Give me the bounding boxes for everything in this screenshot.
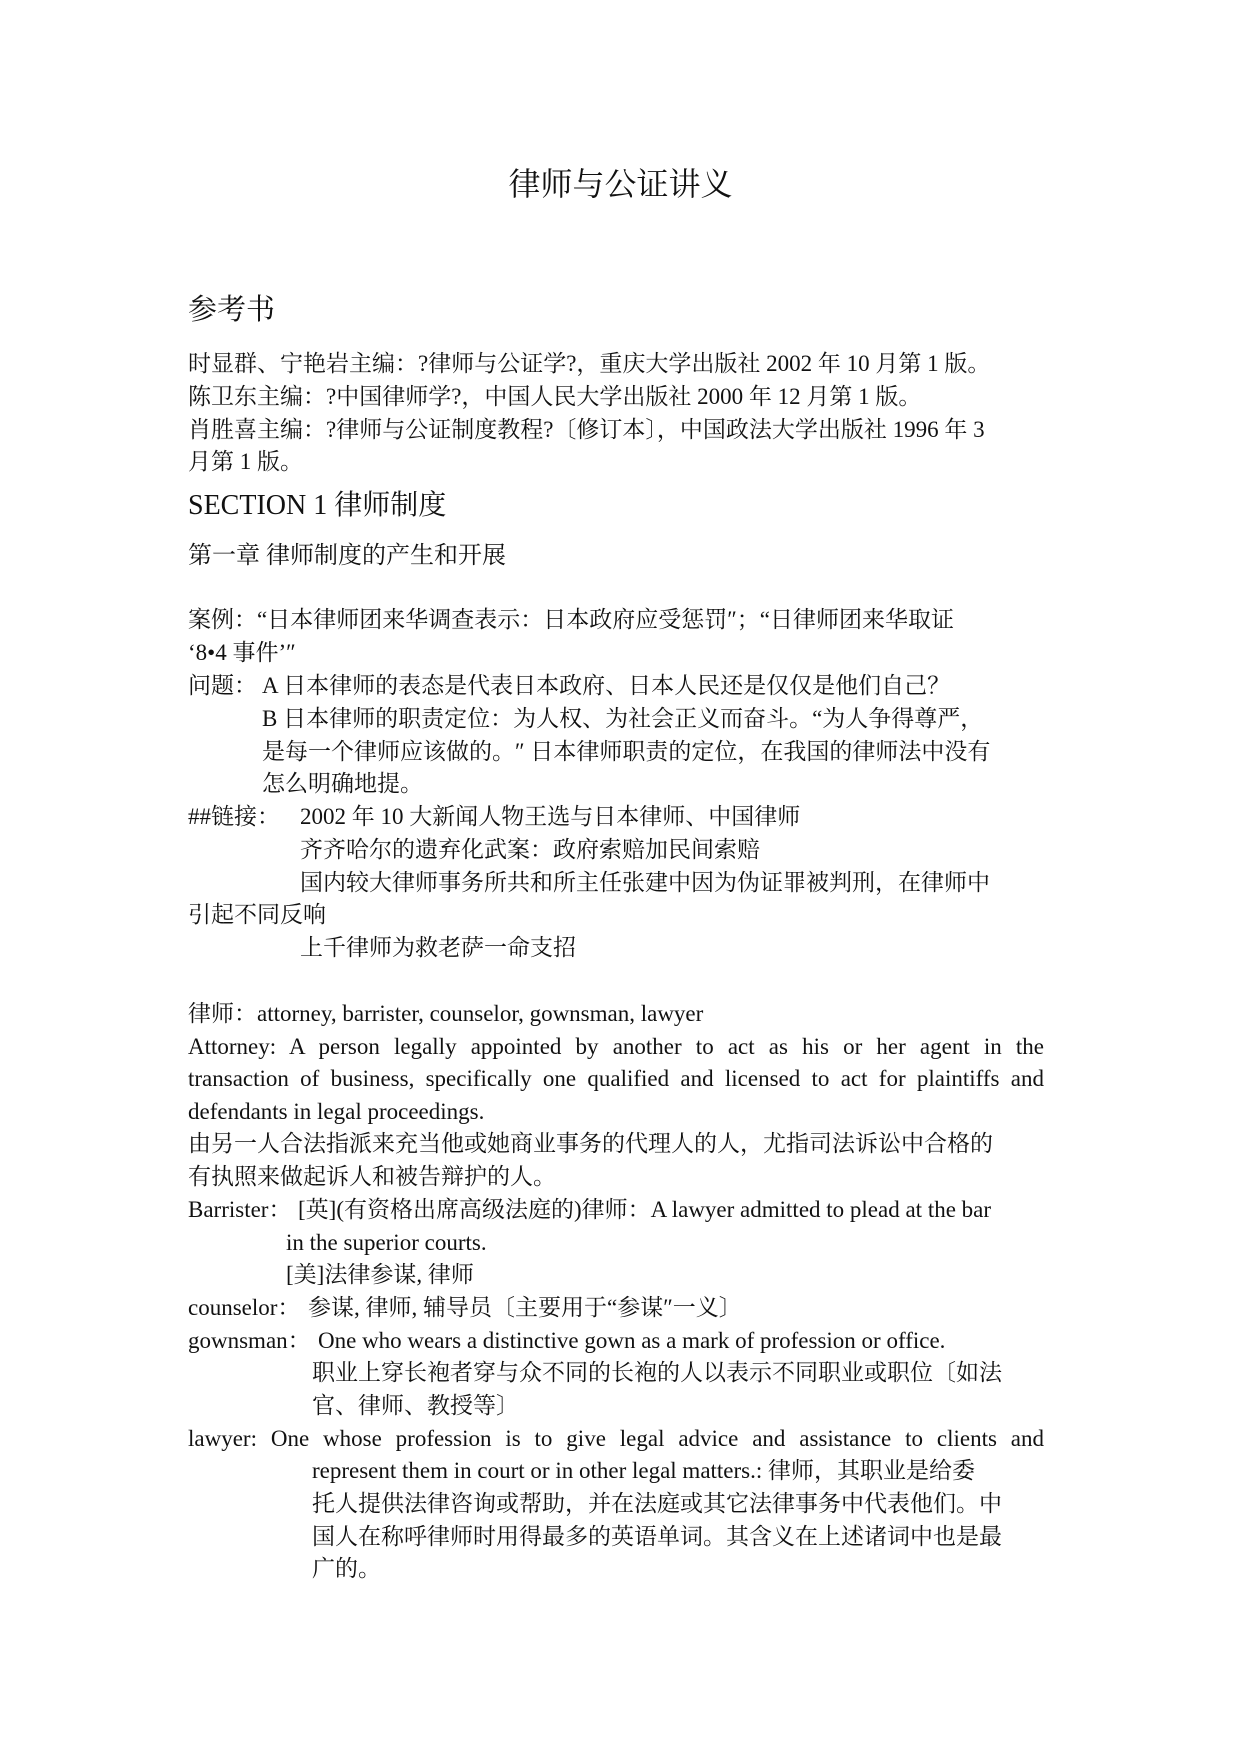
lawyer-translation: 国人在称呼律师时用得最多的英语单词。其含义在上述诸词中也是最 xyxy=(312,1524,1002,1549)
chapter-heading: 第一章 律师制度的产生和开展 xyxy=(188,543,506,569)
attorney-definition: Attorney: A person legally appointed by another to act as his or her agent in the xyxy=(188,1034,1044,1059)
question-b: 是每一个律师应该做的。″ 日本律师职责的定位，在我国的律师法中没有 xyxy=(262,739,991,764)
reference-line: 时显群、宁艳岩主编：?律师与公证学?，重庆大学出版社 2002 年 10 月第 1 版。 xyxy=(188,351,991,376)
barrister-label: Barrister： xyxy=(188,1197,292,1222)
reference-heading: 参考书 xyxy=(188,294,276,326)
link-item: 齐齐哈尔的遗弃化武案：政府索赔加民间索赔 xyxy=(300,837,760,862)
gownsman-translation: 职业上穿长袍者穿与众不同的长袍的人以表示不同职业或职位〔如法 xyxy=(312,1360,1002,1385)
link-item: 2002 年 10 大新闻人物王选与日本律师、中国律师 xyxy=(300,804,801,829)
link-item: 国内较大律师事务所共和所主任张建中因为伪证罪被判刑，在律师中 xyxy=(300,870,990,895)
question-b: B 日本律师的职责定位：为人权、为社会正义而奋斗。“为人争得尊严， xyxy=(262,706,984,731)
counselor-label: counselor： xyxy=(188,1295,301,1320)
gownsman-label: gownsman： xyxy=(188,1328,311,1353)
reference-line: 月第 1 版。 xyxy=(188,449,303,474)
barrister-definition: [美]法律参谋, 律师 xyxy=(286,1262,474,1287)
page-title: 律师与公证讲义 xyxy=(508,166,733,202)
question-b: 怎么明确地提。 xyxy=(262,771,423,796)
terms-line: 律师：attorney, barrister, counselor, gownsman, lawyer xyxy=(188,1001,704,1026)
section-heading: SECTION 1 律师制度 xyxy=(188,490,447,521)
lawyer-translation: 托人提供法律咨询或帮助，并在法庭或其它法律事务中代表他们。中 xyxy=(312,1491,1002,1516)
lawyer-translation: 广的。 xyxy=(312,1556,381,1581)
links-label: ##链接： xyxy=(188,804,280,829)
question-label: 问题： xyxy=(188,673,257,698)
barrister-definition: [英](有资格出席高级法庭的)律师：A lawyer admitted to plead at the bar xyxy=(298,1197,992,1222)
attorney-definition: defendants in legal proceedings. xyxy=(188,1099,485,1124)
case-line: ‘8•4 事件’″ xyxy=(188,640,296,665)
link-item: 引起不同反响 xyxy=(188,902,326,927)
reference-line: 陈卫东主编：?中国律师学?，中国人民大学出版社 2000 年 12 月第 1 版。 xyxy=(188,384,922,409)
gownsman-definition: One who wears a distinctive gown as a mark of profession or office. xyxy=(318,1328,946,1353)
attorney-definition: transaction of business, specifically one qualified and licensed to act for plaintiffs and xyxy=(188,1066,1044,1091)
reference-line: 肖胜喜主编：?律师与公证制度教程?〔修订本〕，中国政法大学出版社 1996 年 3 xyxy=(188,417,985,442)
counselor-definition: 参谋, 律师, 辅导员〔主要用于“参谋″一义〕 xyxy=(308,1295,742,1320)
gownsman-translation: 官、律师、教授等〕 xyxy=(312,1393,519,1418)
barrister-definition: in the superior courts. xyxy=(286,1230,487,1255)
question-a: A 日本律师的表态是代表日本政府、日本人民还是仅仅是他们自己？ xyxy=(262,673,951,698)
case-line: 案例：“日本律师团来华调查表示：日本政府应受惩罚″；“日律师团来华取证 xyxy=(188,607,954,632)
lawyer-definition: represent them in court or in other legal matters.: 律师，其职业是给委 xyxy=(312,1458,976,1483)
link-item: 上千律师为救老萨一命支招 xyxy=(300,935,576,960)
attorney-translation: 有执照来做起诉人和被告辩护的人。 xyxy=(188,1164,556,1189)
lawyer-definition: lawyer: One whose profession is to give legal advice and assistance to clients and xyxy=(188,1426,1044,1451)
attorney-translation: 由另一人合法指派来充当他或她商业事务的代理人的人，尤指司法诉讼中合格的 xyxy=(188,1131,993,1156)
